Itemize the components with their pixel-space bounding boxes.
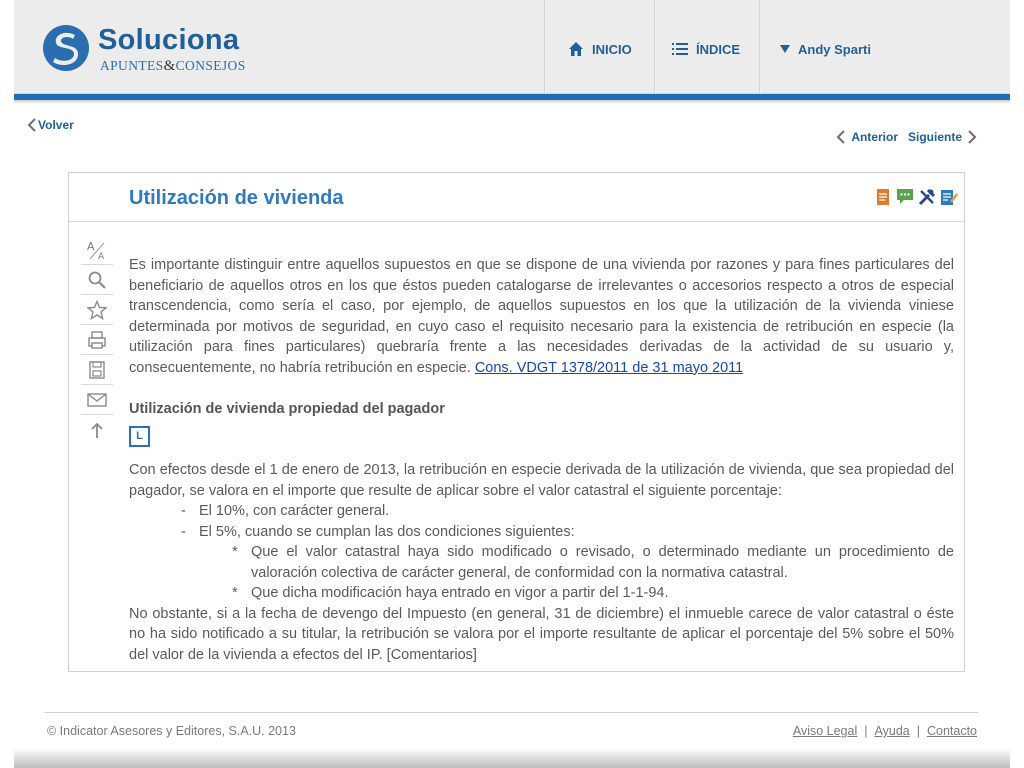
tagline-amp: & <box>163 58 176 74</box>
nav-index-label: ÍNDICE <box>696 41 741 57</box>
soluciona-logo-icon <box>42 24 90 72</box>
contact-link[interactable]: Contacto <box>926 724 977 738</box>
nav-home[interactable] <box>568 38 632 60</box>
section-heading: Utilización de vivienda propiedad del pagador <box>129 401 445 417</box>
font-size-tool[interactable] <box>81 235 113 265</box>
star-icon <box>87 300 107 320</box>
nav-separator <box>654 0 656 94</box>
side-toolbar <box>81 235 113 445</box>
intro-paragraph <box>129 255 954 378</box>
footer-separator: | <box>916 724 920 738</box>
comment-tool[interactable] <box>895 187 914 206</box>
save-tool[interactable] <box>81 355 113 385</box>
home-icon <box>568 41 584 57</box>
footer-divider <box>44 712 978 713</box>
chevron-left-icon[interactable] <box>836 130 845 144</box>
closing-paragraph: No obstante, si a la fecha de devengo del Impuesto (en general, 31 de diciembre) el inmueble carece de valor catastral o éste no ha sido notificado a su titular, la retribución se valora por el importe resultante de aplicar el porcentaje del 5% sobre el 50% del valor de la vivienda a efectos del IP. [Comentarios] <box>129 605 954 663</box>
intro-text: Es importante distinguir entre aquellos supuestos en que se dispone de una vivienda por razones y para fines particulares del beneficiario de aquellos otros en los que éstos pueden catalogarse de irrelevantes o accesorios respecto a otros de especial transcendencia, como sería el caso, por ejemplo, de aquellos supuestos en los que la utilización de la vivienda viniese determinada por motivos de seguridad, en cuyo caso el requisito necesario para la existencia de retribución en especie (la utilización para fines particulares) quebraría frente a las necesidades derivadas de la actividad de su usuario y, consecuentemente, no habría retribución en especie. <box>129 257 954 376</box>
consultation-link[interactable]: Cons. VDGT 1378/2011 de 31 mayo 2011 <box>474 359 744 376</box>
next-link[interactable]: Siguiente <box>907 130 962 144</box>
section-intro: Con efectos desde el 1 de enero de 2013, la retribución en especie derivada de la utilización de vivienda, que sea propiedad del pagador, se valora en el importe que resulte de aplicar sobre el valor catastral el siguiente porcentaje: <box>129 462 954 499</box>
tools-icon <box>918 188 936 206</box>
brand-name: Soluciona <box>98 24 240 56</box>
chevron-right-icon[interactable] <box>968 130 977 144</box>
scroll-top-tool[interactable] <box>81 415 113 445</box>
nav-home-label: INICIO <box>592 41 632 57</box>
article-body <box>129 255 954 665</box>
document-icon <box>876 188 890 206</box>
brand-tagline <box>100 58 246 75</box>
chevron-left-icon <box>27 118 36 132</box>
help-link[interactable]: Ayuda <box>874 724 910 738</box>
list-item-text: - El 5%, cuando se cumplan las dos condiciones siguientes: <box>199 523 575 540</box>
header-shadow <box>14 100 1010 104</box>
previous-link[interactable]: Anterior <box>851 130 898 144</box>
title-toolbar <box>873 187 958 206</box>
mail-icon <box>87 392 107 408</box>
sub-list-item: * Que el valor catastral haya sido modificado o revisado, o determinado mediante un procedimiento de valoración colectiva de carácter general, de conformidad con la normativa catastral. <box>129 542 954 583</box>
footer-links <box>793 724 977 738</box>
list-item <box>129 501 954 522</box>
list-item <box>129 522 954 543</box>
nav-index[interactable] <box>672 38 740 60</box>
page-title: Utilización de vivienda <box>129 187 344 209</box>
content-panel <box>68 172 965 672</box>
back-label: Volver <box>38 118 74 132</box>
caret-down-icon <box>780 45 790 53</box>
favorite-tool[interactable] <box>81 295 113 325</box>
notes-icon <box>940 188 958 206</box>
law-badge[interactable]: L <box>129 426 150 447</box>
search-tool[interactable] <box>81 265 113 295</box>
print-tool[interactable] <box>81 325 113 355</box>
tagline-part2: CONSEJOS <box>175 58 246 73</box>
user-menu[interactable] <box>780 38 871 60</box>
svg-text:A: A <box>87 239 95 253</box>
font-size-icon <box>86 239 108 261</box>
footer-separator: | <box>864 724 868 738</box>
document-tool[interactable] <box>873 187 892 206</box>
tools-tool[interactable] <box>917 187 936 206</box>
back-link[interactable] <box>27 118 74 132</box>
legal-link[interactable]: Aviso Legal <box>792 724 858 738</box>
sub-list-item: * Que dicha modificación haya entrado en vigor a partir del 1-1-94. <box>129 583 954 604</box>
svg-text:A: A <box>98 251 105 261</box>
nav-separator <box>759 0 761 94</box>
list-icon <box>672 42 688 56</box>
notes-tool[interactable] <box>939 187 958 206</box>
email-tool[interactable] <box>81 385 113 415</box>
comment-icon <box>896 188 914 205</box>
footer-bar <box>14 748 1010 768</box>
arrow-up-icon <box>90 421 104 439</box>
nav-separator <box>544 0 546 94</box>
tagline-part1: APUNTES <box>100 58 164 73</box>
pager <box>836 130 977 144</box>
user-name: Andy Sparti <box>798 41 871 57</box>
search-icon <box>87 270 107 290</box>
copyright: © Indicator Asesores y Editores, S.A.U. 2013 <box>47 724 296 738</box>
list-item-text: - El 10%, con carácter general. <box>199 503 390 519</box>
print-icon <box>87 330 107 350</box>
header <box>14 0 1010 94</box>
save-icon <box>87 360 107 380</box>
title-row <box>69 173 964 222</box>
